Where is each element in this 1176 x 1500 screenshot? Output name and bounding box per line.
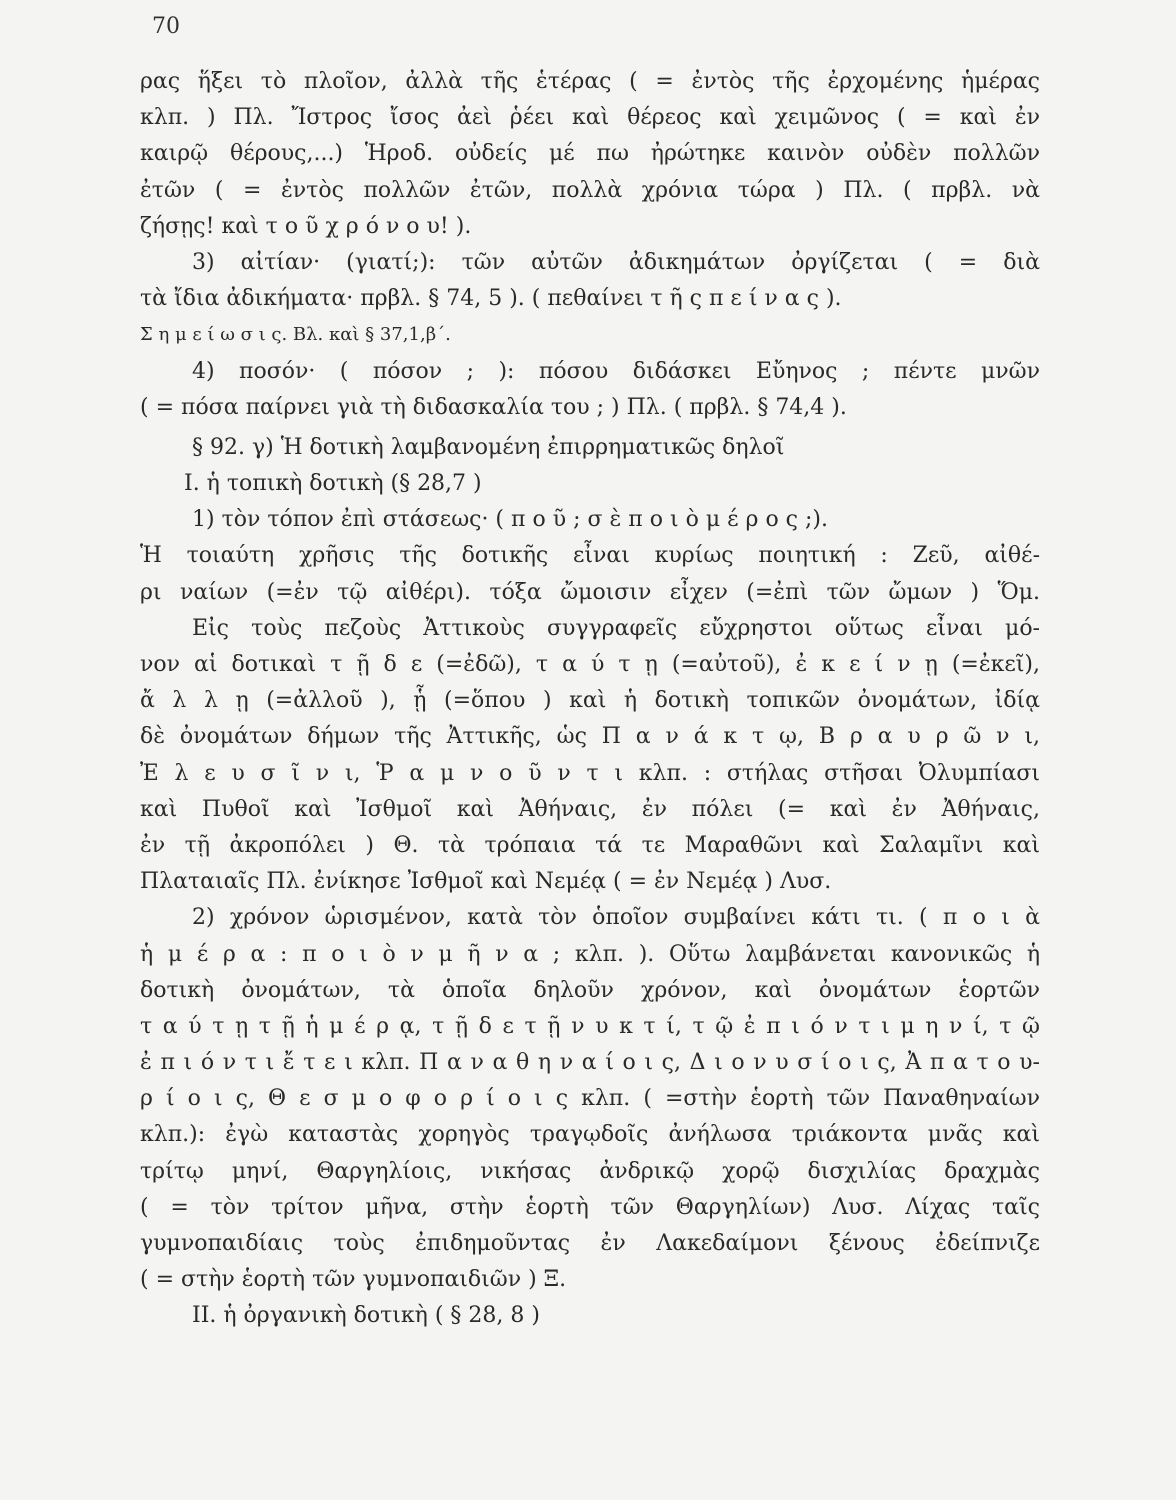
text-line: δοτικὴ ὀνομάτων, τὰ ὁποῖα δηλοῦν χρόνον, καὶ ὀνομάτων ἑορτῶν: [140, 977, 1040, 1003]
text-line: τ α ύ τ ῃ τ ῇ ἡ μ έ ρ ᾳ, τ ῇ δ ε τ ῇ ν υ κ τ ί, τ ῷ ἐ π ι ό ν τ ι μ η ν ί, τ ῷ: [140, 1013, 1040, 1039]
text-line: δὲ ὀνομάτων δήμων τῆς Ἀττικῆς, ὡς Π α ν ά κ τ ῳ, Β ρ α υ ρ ῶ ν ι,: [140, 724, 1040, 750]
text-line: κλπ.): ἐγὼ καταστὰς χορηγὸς τραγῳδοῖς ἀνήλωσα τριάκοντα μνᾶς καὶ: [140, 1122, 1040, 1148]
page-number: 70: [152, 14, 180, 39]
text-line: ζήσῃς! καὶ τ ο ῦ χ ρ ό ν ο υ! ).: [140, 213, 472, 239]
text-line: ἄ λ λ ῃ (=ἀλλοῦ ), ᾗ (=ὅπου ) καὶ ἡ δοτικὴ τοπικῶν ὀνομάτων, ἰδίᾳ: [140, 688, 1040, 714]
text-line: Ἐ λ ε υ σ ῖ ν ι, Ῥ α μ ν ο ῦ ν τ ι κλπ. : στήλας στῆσαι Ὀλυμπίασι: [140, 760, 1040, 786]
text-line: καιρῷ θέρους,...) Ἡροδ. οὐδείς μέ πω ἠρώτηκε καινὸν οὐδὲν πολλῶν: [140, 141, 1040, 167]
text-line: ἐν τῇ ἀκροπόλει ) Θ. τὰ τρόπαια τά τε Μαραθῶνι καὶ Σαλαμῖνι καὶ: [140, 832, 1040, 858]
text-line: ἐτῶν ( = ἐντὸς πολλῶν ἐτῶν, πολλὰ χρόνια τώρα ) Πλ. ( πρβλ. νὰ: [140, 177, 1040, 203]
text-line: ( = στὴν ἑορτὴ τῶν γυμνοπαιδιῶν ) Ξ.: [140, 1267, 567, 1293]
text-line: Ἡ τοιαύτη χρῆσις τῆς δοτικῆς εἶναι κυρίως ποιητική : Ζεῦ, αἰθέ-: [140, 543, 1040, 569]
text-line: γυμνοπαιδίαις τοὺς ἐπιδημοῦντας ἐν Λακεδαίμονι ξένους ἐδείπνιζε: [140, 1231, 1040, 1256]
text-line: Πλαταιαῖς Πλ. ἐνίκησε Ἰσθμοῖ καὶ Νεμέᾳ ( = ἐν Νεμέᾳ ) Λυσ.: [140, 869, 832, 895]
section-heading: § 92. γ) Ἡ δοτικὴ λαμβανομένη ἐπιρρηματικῶς δηλοῖ: [192, 434, 785, 460]
text-line: Εἰς τοὺς πεζοὺς Ἀττικοὺς συγγραφεῖς εὔχρηστοι οὕτως εἶναι μό-: [192, 615, 1040, 641]
text-line: κλπ. ) Πλ. Ἴστρος ἴσος ἀεὶ ῥέει καὶ θέρεος καὶ χειμῶνος ( = καὶ ἐν: [140, 105, 1040, 131]
text-line: ἡ μ έ ρ α : π ο ι ὸ ν μ ῆ ν α ; κλπ. ). Οὕτω λαμβάνεται κανονικῶς ἡ: [140, 941, 1040, 967]
text-line: ρ ί ο ι ς, Θ ε σ μ ο φ ο ρ ί ο ι ς κλπ. ( =στὴν ἑορτὴ τῶν Παναθηναίων: [140, 1086, 1040, 1112]
subsection-heading: Ι. ἡ τοπικὴ δοτικὴ (§ 28,7 ): [184, 471, 482, 497]
subsection-heading: ΙΙ. ἡ ὀργανικὴ δοτικὴ ( § 28, 8 ): [192, 1303, 540, 1329]
text-line: καὶ Πυθοῖ καὶ Ἰσθμοῖ καὶ Ἀθήναις, ἐν πόλει (= καὶ ἐν Ἀθήναις,: [140, 796, 1040, 822]
text-line: 4) ποσόν· ( πόσον ; ): πόσου διδάσκει Εὔηνος ; πέντε μνῶν: [192, 358, 1040, 384]
text-line: τρίτῳ μηνί, Θαργηλίοις, νικήσας ἀνδρικῷ χορῷ δισχιλίας δραχμὰς: [140, 1158, 1040, 1184]
text-line: 1) τὸν τόπον ἐπὶ στάσεως· ( π ο ῦ ; σ ὲ π ο ι ὸ μ έ ρ ο ς ;).: [192, 507, 828, 533]
text-line: ρας ἥξει τὸ πλοῖον, ἀλλὰ τῆς ἑτέρας ( = ἐντὸς τῆς ἐρχομένης ἡμέρας: [140, 69, 1040, 94]
text-line: τὰ ἴδια ἀδικήματα· πρβλ. § 74, 5 ). ( πεθαίνει τ ῆ ς π ε ί ν α ς ).: [140, 286, 842, 312]
text-line: ρι ναίων (=ἐν τῷ αἰθέρι). τόξα ὤμοισιν εἶχεν (=ἐπὶ τῶν ὤμων ) Ὅμ.: [140, 579, 1040, 605]
text-line: 3) αἰτίαν· (γιατί;): τῶν αὐτῶν ἀδικημάτων ὀργίζεται ( = διὰ: [192, 249, 1040, 275]
text-line: ἐ π ι ό ν τ ι ἔ τ ε ι κλπ. Π α ν α θ η ν α ί ο ι ς, Δ ι ο ν υ σ ί ο ι ς, Ἀ π α τ ο υ-: [140, 1050, 1040, 1076]
body-text: [140, 64, 1040, 1335]
text-line: ( = πόσα παίρνει γιὰ τὴ διδασκαλία του ; ) Πλ. ( πρβλ. § 74,4 ).: [140, 394, 847, 420]
text-line: ( = τὸν τρίτον μῆνα, στὴν ἑορτὴ τῶν Θαργηλίων) Λυσ. Λίχας ταῖς: [140, 1194, 1040, 1220]
text-line: νον αἱ δοτικαὶ τ ῇ δ ε (=ἐδῶ), τ α ύ τ ῃ (=αὐτοῦ), ἐ κ ε ί ν ῃ (=ἐκεῖ),: [140, 652, 1040, 677]
note-line: Σ η μ ε ί ω σ ι ς. Βλ. καὶ § 37,1,β΄.: [140, 324, 451, 346]
text-line: 2) χρόνον ὡρισμένον, κατὰ τὸν ὁποῖον συμβαίνει κάτι τι. ( π ο ι ὰ: [192, 905, 1040, 931]
